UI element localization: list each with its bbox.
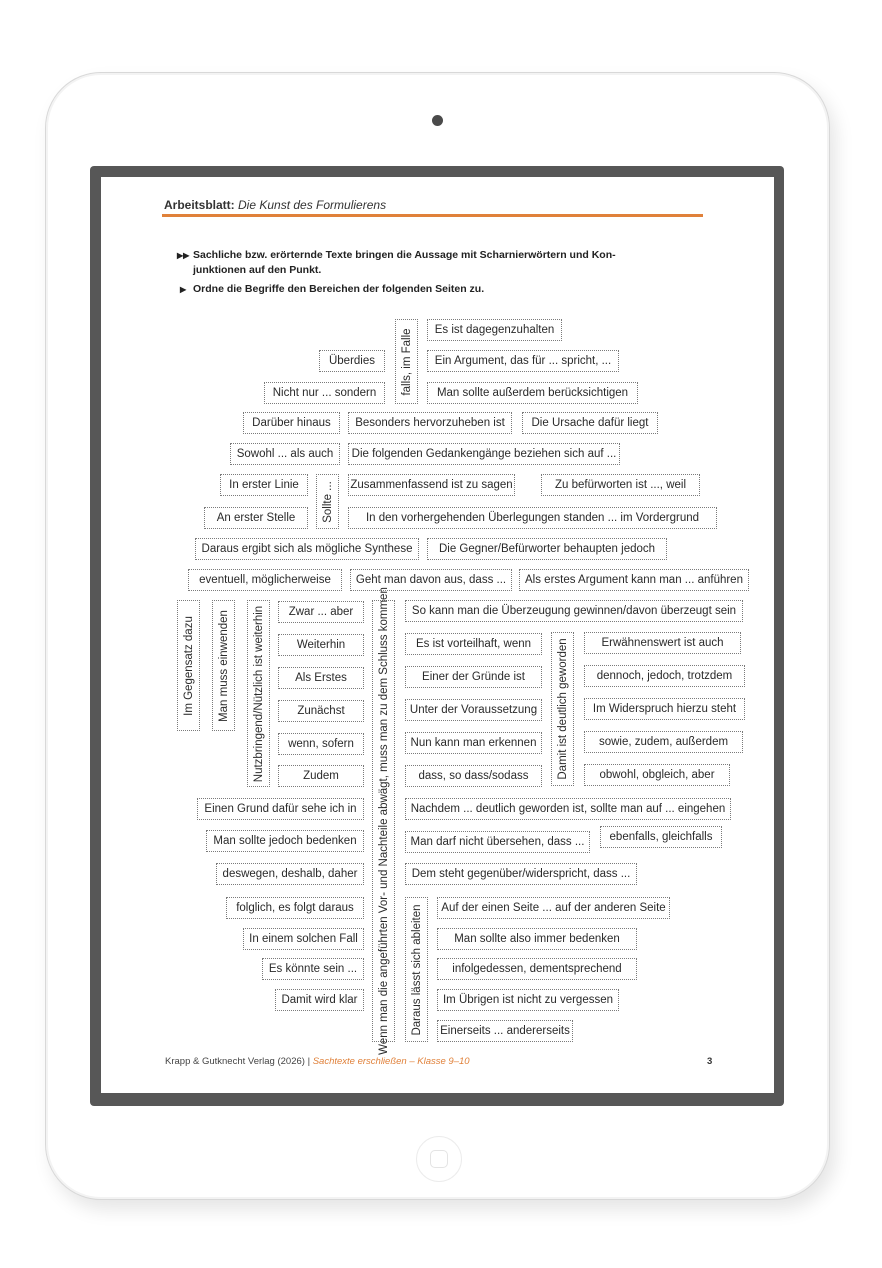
term-card[interactable]: Einerseits ... andererseits [437, 1020, 573, 1042]
term-card[interactable]: An erster Stelle [204, 507, 308, 529]
term-card[interactable]: folglich, es folgt daraus [226, 897, 364, 919]
term-card[interactable]: Unter der Voraussetzung [405, 699, 542, 721]
term-card[interactable]: Dem steht gegenüber/widerspricht, dass ... [405, 863, 637, 885]
term-card[interactable]: Geht man davon aus, dass ... [350, 569, 512, 591]
term-card[interactable]: Daraus ergibt sich als mögliche Synthese [195, 538, 419, 560]
term-card-vertical-label: Damit ist deutlich geworden [556, 638, 569, 780]
term-card-vertical-label: Man muss einwenden [217, 609, 230, 722]
term-card[interactable]: Besonders hervorzuheben ist [348, 412, 512, 434]
term-card[interactable]: Ein Argument, das für ... spricht, ... [427, 350, 619, 372]
footer-credit [165, 1056, 470, 1067]
term-card[interactable]: sowie, zudem, außerdem [584, 731, 743, 753]
term-card[interactable]: Auf der einen Seite ... auf der anderen Seite [437, 897, 670, 919]
term-card-vertical-label: Wenn man die angeführten Vor- und Nachteile abwägt, muss man zu dem Schluss kommen [377, 587, 390, 1055]
term-card[interactable]: Als erstes Argument kann man ... anführen [519, 569, 749, 591]
term-card[interactable]: Einer der Gründe ist [405, 666, 542, 688]
instruction-1-line2: junktionen auf den Punkt. [193, 264, 322, 276]
term-card[interactable]: Die folgenden Gedankengänge beziehen sich auf ... [348, 443, 620, 465]
term-card[interactable]: Nicht nur ... sondern [264, 382, 385, 404]
term-card[interactable]: Nachdem ... deutlich geworden ist, sollte man auf ... eingehen [405, 798, 731, 820]
term-card-vertical-label: Sollte ... [321, 480, 334, 523]
term-card[interactable]: Man sollte also immer bedenken [437, 928, 637, 950]
term-card[interactable]: dennoch, jedoch, trotzdem [584, 665, 745, 687]
term-card-vertical-label: Nutzbringend/Nützlich ist weiterhin [252, 605, 265, 782]
term-card[interactable]: Sowohl ... als auch [230, 443, 340, 465]
term-card[interactable]: So kann man die Überzeugung gewinnen/davon überzeugt sein [405, 600, 743, 622]
term-card-vertical[interactable] [551, 632, 574, 786]
term-card[interactable]: Als Erstes [278, 667, 364, 689]
term-card[interactable]: Zu befürworten ist ..., weil [541, 474, 700, 496]
double-arrow-icon: ▶▶ [177, 251, 190, 260]
term-card[interactable]: Zwar ... aber [278, 601, 364, 623]
instruction-2 [180, 282, 485, 297]
term-card[interactable]: Nun kann man erkennen [405, 732, 542, 754]
term-card[interactable]: Es ist vorteilhaft, wenn [405, 633, 542, 655]
term-card[interactable]: Die Gegner/Befürworter behaupten jedoch [427, 538, 667, 560]
term-card-vertical[interactable] [212, 600, 235, 731]
term-card[interactable]: Es könnte sein ... [262, 958, 364, 980]
instruction-1-line1: Sachliche bzw. erörternde Texte bringen die Aussage mit Scharnierwörtern und Kon- [193, 249, 616, 261]
arrow-icon: ▶ [180, 285, 187, 294]
term-card-vertical[interactable] [395, 319, 418, 404]
term-card[interactable]: Zusammenfassend ist zu sagen [348, 474, 515, 496]
term-card-vertical[interactable] [405, 897, 428, 1042]
footer-series: Sachtexte erschließen – Klasse 9–10 [312, 1056, 470, 1067]
camera-icon [432, 115, 443, 126]
instruction-1 [177, 248, 616, 278]
term-card[interactable]: deswegen, deshalb, daher [216, 863, 364, 885]
term-card[interactable]: dass, so dass/sodass [405, 765, 542, 787]
term-card[interactable]: Im Übrigen ist nicht zu vergessen [437, 989, 619, 1011]
term-card[interactable]: eventuell, möglicherweise [188, 569, 342, 591]
term-card[interactable]: obwohl, obgleich, aber [584, 764, 730, 786]
home-button[interactable] [416, 1136, 462, 1182]
term-card-vertical[interactable] [316, 474, 339, 529]
term-card[interactable]: Es ist dagegenzuhalten [427, 319, 562, 341]
instruction-2-line1: Ordne die Begriffe den Bereichen der folgenden Seiten zu. [193, 283, 485, 295]
term-card[interactable]: In erster Linie [220, 474, 308, 496]
term-card[interactable]: Man sollte außerdem berücksichtigen [427, 382, 638, 404]
header-rule [162, 214, 703, 217]
term-card[interactable]: Die Ursache dafür liegt [522, 412, 658, 434]
term-card[interactable]: infolgedessen, dementsprechend [437, 958, 637, 980]
footer-publisher: Krapp & Gutknecht Verlag (2026) | [165, 1056, 311, 1067]
term-card[interactable]: Im Widerspruch hierzu steht [584, 698, 745, 720]
title-label: Arbeitsblatt: [164, 198, 235, 212]
term-card[interactable]: Man darf nicht übersehen, dass ... [405, 831, 590, 853]
term-card[interactable]: Damit wird klar [275, 989, 364, 1011]
term-card[interactable]: In den vorhergehenden Überlegungen standen ... im Vordergrund [348, 507, 717, 529]
title-text: Die Kunst des Formulierens [238, 198, 387, 212]
page-title [164, 198, 386, 212]
term-card[interactable]: Überdies [319, 350, 385, 372]
term-card[interactable]: Zunächst [278, 700, 364, 722]
term-card[interactable]: Einen Grund dafür sehe ich in [197, 798, 364, 820]
term-card[interactable]: wenn, sofern [278, 733, 364, 755]
term-card[interactable]: Man sollte jedoch bedenken [206, 830, 364, 852]
page-number: 3 [707, 1056, 713, 1067]
term-card[interactable]: In einem solchen Fall [243, 928, 364, 950]
term-card-vertical[interactable] [372, 587, 395, 1055]
term-card[interactable]: Zudem [278, 765, 364, 787]
term-card[interactable]: Weiterhin [278, 634, 364, 656]
term-card-vertical[interactable] [247, 600, 270, 787]
term-card[interactable]: ebenfalls, gleichfalls [600, 826, 722, 848]
term-card-vertical-label: Im Gegensatz dazu [182, 615, 195, 716]
term-card[interactable]: Darüber hinaus [243, 412, 340, 434]
home-square-icon [430, 1150, 448, 1168]
term-card-vertical-label: Daraus lässt sich ableiten [410, 903, 423, 1036]
term-card-vertical-label: falls, im Falle [400, 327, 413, 396]
term-card-vertical[interactable] [177, 600, 200, 731]
term-card[interactable]: Erwähnenswert ist auch [584, 632, 741, 654]
